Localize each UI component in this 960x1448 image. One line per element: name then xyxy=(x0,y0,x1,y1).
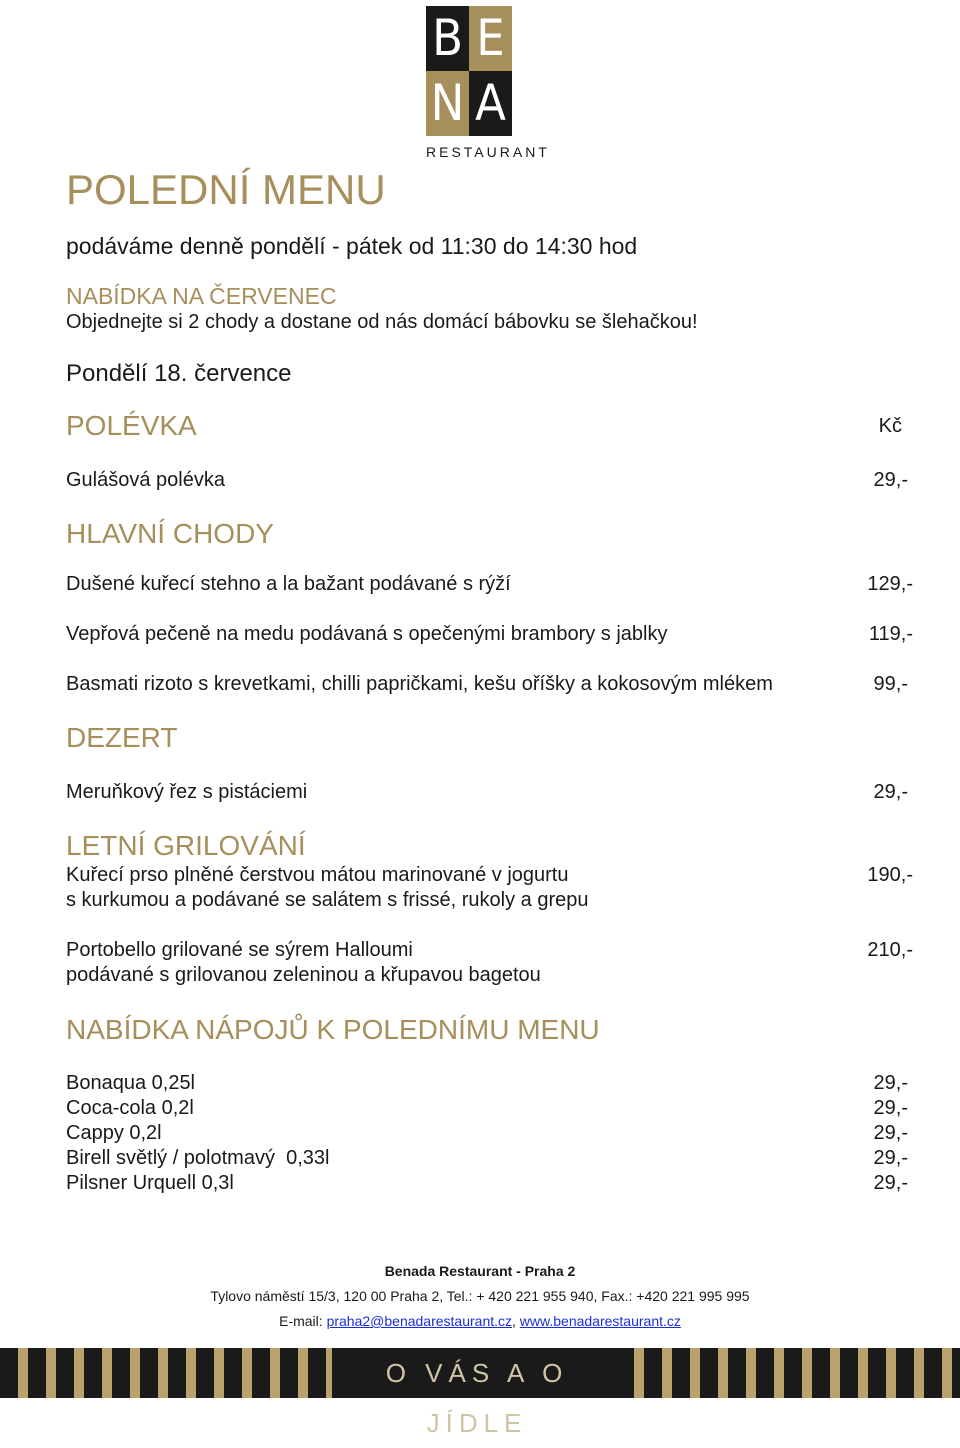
grill-heading: LETNÍ GRILOVÁNÍ xyxy=(66,830,306,861)
strip-slogan: O VÁS A O JÍDLE xyxy=(332,1348,622,1398)
footer-restaurant-name: Benada Restaurant - Praha 2 xyxy=(384,1263,576,1279)
grill-item-line2: podávané s grilovanou zeleninou a křupavou bagetou xyxy=(66,964,541,986)
main-item-price: 129,- xyxy=(867,573,913,595)
dessert-item-price: 29,- xyxy=(873,781,908,803)
drink-item-name: Birell světlý / polotmavý 0,33l xyxy=(66,1147,330,1169)
drink-item-name: Bonaqua 0,25l xyxy=(66,1072,196,1094)
soup-item-name: Gulášová polévka xyxy=(66,469,225,491)
mains-heading: HLAVNÍ CHODY xyxy=(66,518,274,549)
offer-heading: NABÍDKA NA ČERVENEC xyxy=(66,283,337,309)
main-item-name: Basmati rizoto s krevetkami, chilli papričkami, kešu oříšky a kokosovým mlékem xyxy=(66,673,773,695)
dessert-item-name: Meruňkový řez s pistáciemi xyxy=(66,781,308,803)
drink-item-price: 29,- xyxy=(873,1147,908,1169)
grill-item-line2: s kurkumou a podávané se salátem s frissé, rukoly a grepu xyxy=(66,889,589,911)
main-item-price: 99,- xyxy=(873,673,908,695)
benada-logo xyxy=(426,6,550,160)
grill-item-line1: Portobello grilované se sýrem Halloumi xyxy=(66,939,413,961)
main-item-name: Dušené kuřecí stehno a la bažant podávané s rýží xyxy=(66,573,511,595)
page-title: POLEDNÍ MENU xyxy=(66,166,386,213)
footer-website-link[interactable]: www.benadarestaurant.cz xyxy=(519,1313,681,1329)
menu-date: Pondělí 18. července xyxy=(66,360,292,387)
main-item-name: Vepřová pečeně na medu podávaná s opečenými brambory s jablky xyxy=(66,623,668,645)
offer-text: Objednejte si 2 chody a dostane od nás domácí bábovku se šlehačkou! xyxy=(66,311,698,333)
drink-item-price: 29,- xyxy=(873,1172,908,1194)
soup-item-price: 29,- xyxy=(873,469,908,491)
logo-letter-e: E xyxy=(469,6,512,71)
currency-label: Kč xyxy=(878,415,902,437)
grill-item-price: 190,- xyxy=(867,864,913,886)
footer-email-label: E-mail: xyxy=(279,1313,327,1329)
soup-heading: POLÉVKA xyxy=(66,410,197,441)
logo-letter-n: N xyxy=(426,71,469,136)
drink-item-name: Pilsner Urquell 0,3l xyxy=(66,1172,234,1194)
drink-item-price: 29,- xyxy=(873,1097,908,1119)
drink-item-name: Cappy 0,2l xyxy=(66,1122,162,1144)
logo-subtitle: RESTAURANT xyxy=(426,144,550,160)
grill-item-line1: Kuřecí prso plněné čerstvou mátou marinované v jogurtu xyxy=(66,864,569,886)
drinks-heading: NABÍDKA NÁPOJŮ K POLEDNÍMU MENU xyxy=(66,1014,600,1045)
footer-address: Tylovo náměstí 15/3, 120 00 Praha 2, Tel.: + 420 221 955 940, Fax.: +420 221 995 995 xyxy=(210,1288,750,1304)
drink-item-price: 29,- xyxy=(873,1122,908,1144)
serving-hours: podáváme denně pondělí - pátek od 11:30 do 14:30 hod xyxy=(66,233,638,259)
grill-item-price: 210,- xyxy=(867,939,913,961)
footer-email-link[interactable]: praha2@benadarestaurant.cz xyxy=(326,1313,513,1329)
footer-contacts xyxy=(0,1312,960,1330)
main-item-price: 119,- xyxy=(868,623,913,645)
logo-letter-b: B xyxy=(426,6,469,71)
drink-item-price: 29,- xyxy=(873,1072,908,1094)
logo-letter-a: A xyxy=(469,71,512,136)
drink-item-name: Coca-cola 0,2l xyxy=(66,1097,194,1119)
dessert-heading: DEZERT xyxy=(66,722,178,753)
footer-separator: , xyxy=(512,1313,520,1329)
